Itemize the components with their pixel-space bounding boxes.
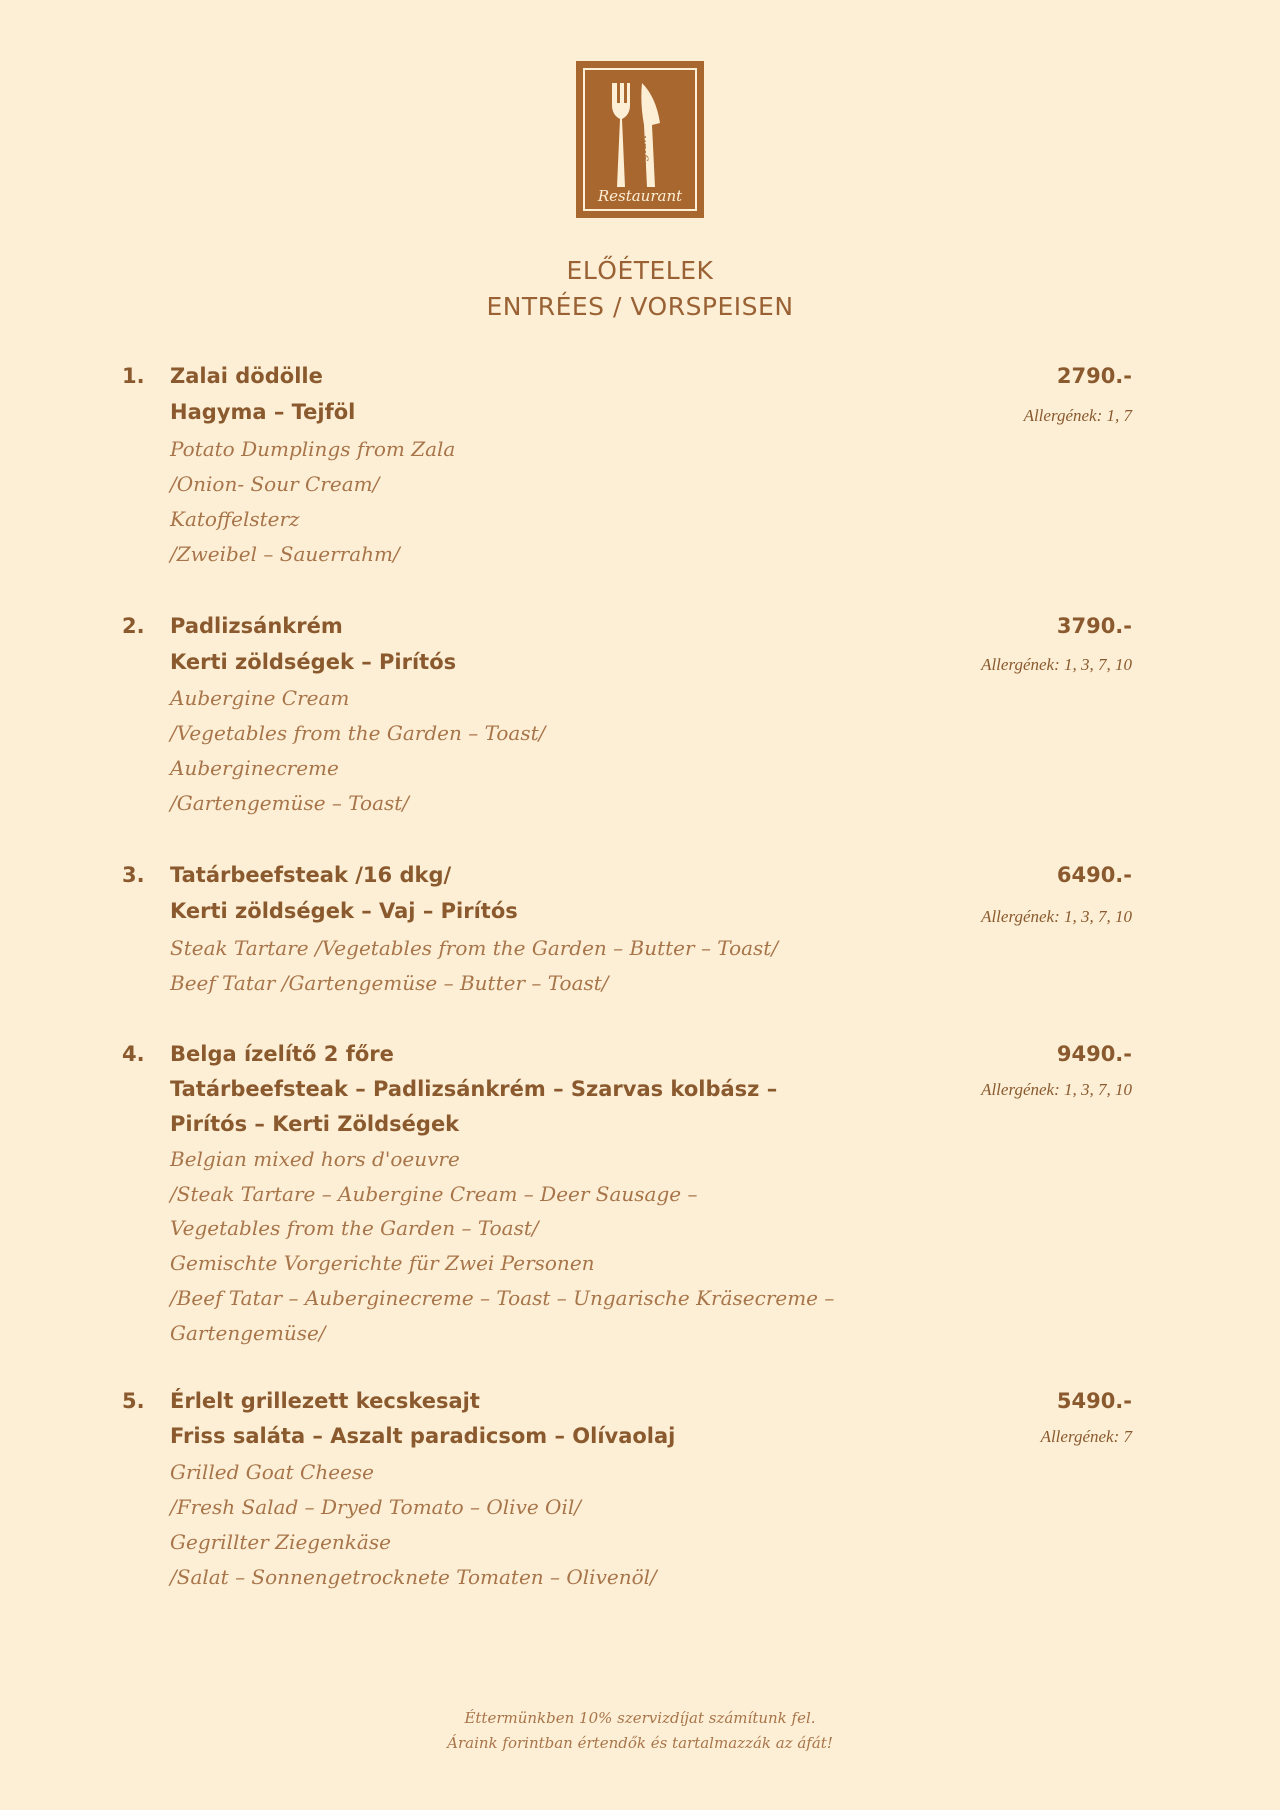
item-price: 3790.- <box>1056 614 1132 638</box>
item-subtitle: Kerti zöldségek – Pirítós <box>170 650 457 674</box>
item-description-line: Steak Tartare /Vegetables from the Garden – Butter – Toast/ <box>170 936 779 960</box>
item-description-line: /Vegetables from the Garden – Toast/ <box>170 721 546 745</box>
item-name: Tatárbeefsteak /16 dkg/ <box>170 863 452 887</box>
item-price: 9490.- <box>1056 1042 1132 1066</box>
item-description-line: /Fresh Salad – Dryed Tomato – Olive Oil/ <box>170 1495 581 1519</box>
item-description-line: /Steak Tartare – Aubergine Cream – Deer Sausage – <box>170 1182 698 1206</box>
item-name: Zalai dödölle <box>170 364 323 388</box>
item-description-line: Gemischte Vorgerichte für Zwei Personen <box>170 1251 595 1275</box>
item-number: 4. <box>122 1042 145 1066</box>
item-number: 1. <box>122 364 145 388</box>
item-description-line: Katoffelsterz <box>170 507 300 531</box>
item-description-line: Auberginecreme <box>170 756 339 780</box>
item-allergens: Allergének: 1, 3, 7, 10 <box>981 1080 1132 1099</box>
logo-subtext: Belgian <box>635 134 649 181</box>
restaurant-logo <box>576 61 704 218</box>
item-description-line: Vegetables from the Garden – Toast/ <box>170 1216 539 1240</box>
item-subtitle: Tatárbeefsteak – Padlizsánkrém – Szarvas kolbász – <box>170 1077 778 1101</box>
item-subtitle: Kerti zöldségek – Vaj – Pirítós <box>170 899 518 923</box>
logo-brand-text: Restaurant <box>597 187 683 205</box>
item-price: 5490.- <box>1056 1389 1132 1413</box>
item-description-line: Potato Dumplings from Zala <box>170 437 456 461</box>
item-subtitle: Friss saláta – Aszalt paradicsom – Olívaolaj <box>170 1424 676 1448</box>
item-description-line: Gartengemüse/ <box>170 1321 326 1345</box>
item-allergens: Allergének: 1, 7 <box>1023 406 1132 425</box>
item-number: 5. <box>122 1389 145 1413</box>
item-name: Érlelt grillezett kecskesajt <box>170 1389 480 1413</box>
menu-title-en-de: ENTRÉES / VORSPEISEN <box>486 292 794 321</box>
item-allergens: Allergének: 1, 3, 7, 10 <box>981 907 1132 926</box>
item-subtitle: Hagyma – Tejföl <box>170 400 356 424</box>
item-description-line: /Salat – Sonnengetrocknete Tomaten – Olivenöl/ <box>170 1565 657 1589</box>
item-name: Padlizsánkrém <box>170 614 343 638</box>
item-description-line: Grilled Goat Cheese <box>170 1460 375 1484</box>
item-price: 6490.- <box>1056 863 1132 887</box>
item-allergens: Allergének: 1, 3, 7, 10 <box>981 655 1132 674</box>
item-number: 3. <box>122 863 145 887</box>
item-description-line: Beef Tatar /Gartengemüse – Butter – Toast/ <box>170 971 609 995</box>
item-description-line: /Onion- Sour Cream/ <box>170 472 380 496</box>
item-price: 2790.- <box>1056 364 1132 388</box>
item-allergens: Allergének: 7 <box>1040 1427 1132 1446</box>
item-subtitle-continued: Pirítós – Kerti Zöldségek <box>170 1112 460 1136</box>
menu-title-hu: ELŐÉTELEK <box>566 256 714 285</box>
item-description-line: Gegrillter Ziegenkäse <box>170 1530 391 1554</box>
item-number: 2. <box>122 614 145 638</box>
item-name: Belga ízelítő 2 főre <box>170 1042 394 1066</box>
item-description-line: /Beef Tatar – Auberginecreme – Toast – Ungarische Kräsecreme – <box>170 1286 835 1310</box>
price-note: Áraink forintban értendők és tartalmazzák az áfát! <box>447 1734 833 1752</box>
item-description-line: /Gartengemüse – Toast/ <box>170 791 410 815</box>
item-description-line: /Zweibel – Sauerrahm/ <box>170 542 400 566</box>
item-description-line: Aubergine Cream <box>170 686 350 710</box>
item-description-line: Belgian mixed hors d'oeuvre <box>170 1147 460 1171</box>
service-charge-note: Éttermünkben 10% szervizdíjat számítunk fel. <box>464 1709 816 1727</box>
